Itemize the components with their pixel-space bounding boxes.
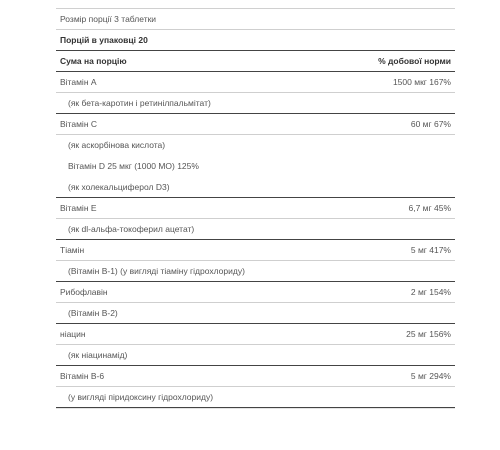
nutrient-name: Вітамін В-6 (60, 370, 105, 381)
nutrient-detail-row (56, 219, 455, 240)
nutrient-row-vitamin-c (56, 114, 455, 135)
nutrient-name: ніацин (60, 328, 86, 339)
nutrient-detail: (як холекальциферол D3) (68, 181, 170, 192)
nutrient-detail: (у вигляді піридоксину гідрохлориду) (68, 391, 214, 402)
nutrient-detail: (Вітамін В-2) (68, 307, 118, 318)
nutrient-row-thiamin (56, 240, 455, 261)
nutrient-row-vitamin-a (56, 72, 455, 93)
nutrient-detail: (як аскорбінова кислота) (68, 140, 166, 150)
daily-value-header: % добової норми (378, 55, 451, 66)
nutrient-detail: (Вітамін В-1) (у вигляді тіаміну гідрохлориду) (68, 265, 245, 276)
nutrient-row-vitamin-e (56, 198, 455, 219)
nutrient-detail: (як бета-каротин і ретинілпальмітат) (68, 97, 211, 108)
nutrient-detail-row (56, 135, 455, 156)
nutrient-value: 25 мг 156% (406, 328, 451, 339)
nutrient-detail-row (56, 156, 455, 177)
panel-bottom-rule (56, 408, 455, 409)
nutrient-name: Тіамін (60, 244, 85, 255)
nutrient-detail: Вітамін D 25 мкг (1000 МО) 125% (68, 161, 199, 171)
supplement-facts-panel (56, 8, 455, 409)
nutrient-row-niacin (56, 324, 455, 345)
nutrient-row-vitamin-b6 (56, 366, 455, 387)
nutrient-value: 2 мг 154% (410, 286, 451, 297)
servings-per-container-text: Порцій в упаковці 20 (60, 34, 148, 45)
nutrient-value: 5 мг 417% (410, 244, 451, 255)
nutrient-value: 1500 мкг 167% (392, 76, 451, 87)
nutrient-detail-row (56, 93, 455, 114)
nutrient-name: Рибофлавін (60, 286, 108, 297)
nutrient-detail-row (56, 345, 455, 366)
nutrient-value: 5 мг 294% (410, 370, 451, 381)
nutrient-row-riboflavin (56, 282, 455, 303)
nutrient-name: Вітамін С (60, 118, 98, 129)
nutrient-detail: (як dl-альфа-токоферил ацетат) (68, 223, 195, 234)
nutrient-value: 6,7 мг 45% (408, 202, 451, 213)
nutrient-value: 60 мг 67% (410, 118, 451, 129)
table-header-row (56, 51, 455, 72)
nutrient-detail-row (56, 261, 455, 282)
servings-per-container-row (56, 30, 455, 51)
nutrient-detail-row (56, 177, 455, 198)
serving-size-text: Розмір порції 3 таблетки (60, 13, 157, 24)
nutrient-name: Вітамін Е (60, 202, 97, 213)
amount-per-serving-header: Сума на порцію (60, 55, 127, 66)
nutrient-name: Вітамін А (60, 76, 97, 87)
nutrient-detail-row (56, 387, 455, 408)
nutrient-detail: (як ніацинамід) (68, 349, 128, 360)
serving-size-row (56, 9, 455, 30)
nutrient-detail-row (56, 303, 455, 324)
